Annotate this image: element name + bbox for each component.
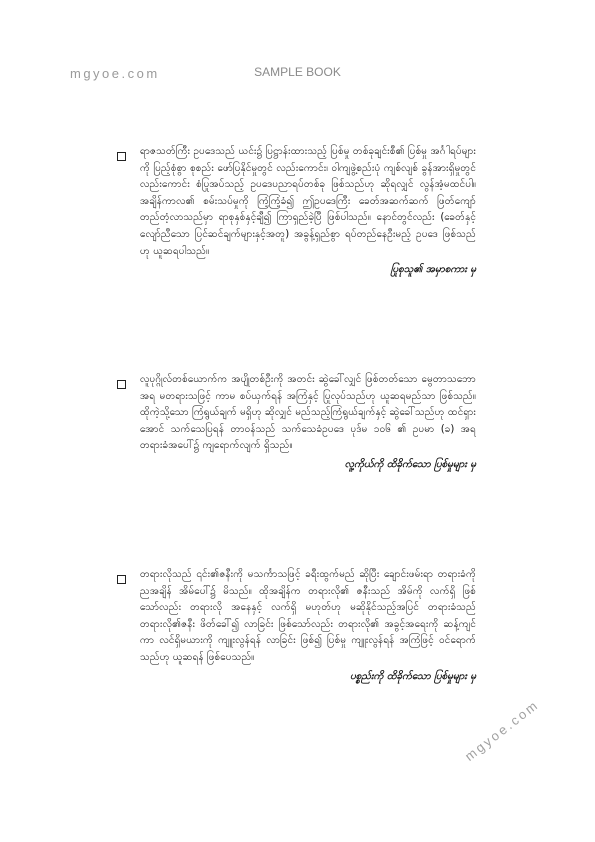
watermark-top: mgyoe.com bbox=[70, 66, 160, 81]
page-header-label: SAMPLE BOOK bbox=[254, 65, 341, 79]
quote-text: တရားလိုသည် ၎င်း၏ဇနီးကို မသင်္ကာသဖြင့် ခရီးထွက်မည် ဆိုပြီး ချောင်းဖမ်းရာ တရားခံကို ညအချိန် အိမ်ပေါ်၌ မိသည်။ ထိုအချိန်က တရားလို၏ ဇနီးသည် အိမ်ကို လက်ရှိ ဖြစ်သော်လည်း တရားလို အနေနှင့် လက်ရှိ မဟုတ်ဟု မဆိုနိုင်သည့်အပြင် တရားခံသည် တရားလို၏ဇနီး ဖိတ်ခေါ်၍ လာခြင်း ဖြစ်သော်လည်း တရားလို၏ အခွင့်အရေးကို ဆန့်ကျင်ကာ လင်ရှိမယားကို ကျူးလွန်ရန် လာခြင်း ဖြစ်၍ ပြစ်မှု ကျူးလွန်ရန် အကြံဖြင့် ဝင်ရောက်သည်ဟု ယူဆရန် ဖြစ်ပေသည်။ bbox=[140, 569, 476, 663]
quote-source: ပစ္စည်းကို ထိခိုက်သော ပြစ်မှုများ မှ bbox=[349, 670, 476, 682]
checkbox-bullet-icon bbox=[117, 575, 126, 584]
quote-text: ရာဇသတ်ကြီး ဥပဒေသည် ယင်း၌ ပြဋ္ဌာန်းထားသည့် ပြစ်မှု တစ်ခုချင်းစီ၏ ပြစ်မှု အင်္ဂါရပ်များကို ပြည့်စုံစွာ စုစည်း ဖော်ပြနိုင်မှုတွင် လည်းကောင်း၊ ဝါကျဖွဲ့စည်းပုံ ကျစ်လျစ် ခွန်အားရှိမှုတွင် လည်းကောင်း စံပြုအပ်သည့် ဥပဒေပညာရပ်တစ်ခု ဖြစ်သည်ဟု ဆိုရလျှင် လွန်အံ့မထင်ပါ။ အချိန်ကာလ၏ စမ်းသပ်မှုကို ကြံ့ကြံ့ခံ၍ ဤဥပဒေကြီး ခေတ်အဆက်ဆက် ဖြတ်ကျော် တည်တံ့လာသည်မှာ ရာစုနှစ်နှင့်ချီ၍ ကြာရှည်ခဲ့ပြီ ဖြစ်ပါသည်။ နောင်တွင်လည်း (ခေတ်နှင့် လျော်ညီသော ပြင်ဆင်ချက်များနှင့်အတူ) အခွန့်ရှည်စွာ ရပ်တည်နေဦးမည့် ဥပဒေ ဖြစ်သည်ဟု ယူဆရပါသည်။ bbox=[140, 146, 476, 257]
checkbox-bullet-icon bbox=[117, 380, 126, 389]
checkbox-bullet-icon bbox=[117, 152, 126, 161]
quote-source: ပြုစုသူ၏ အမှာစကား မှ bbox=[390, 264, 476, 276]
watermark-corner: mgyoe.com bbox=[462, 696, 542, 764]
quote-text: လူပုဂ္ဂိုလ်တစ်ယောက်က အပျိုတစ်ဦးကို အတင်း ဆွဲခေါ်လျှင် ဖြစ်တတ်သော မွေတာသဘောအရ မတရားသဖြင့် ကာမ စပ်ယှက်ရန် အကြံနှင့် ပြုလုပ်သည်ဟု ယူဆရမည်သာ ဖြစ်သည်။ ထိုကဲ့သို့သော ကြံရွယ်ချက် မရှိဟု ဆိုလျှင် မည်သည့်ကြံရွယ်ချက်နှင့် ဆွဲခေါ်သည်ဟု ထင်ရှားအောင် သက်သေပြရန် တာဝန်သည် သက်သေခံဥပဒေ ပုဒ်မ ၁၀၆ ၏ ဥပမာ (ခ) အရ တရားခံအပေါ်၌ ကျရောက်လျက် ရှိသည်။ bbox=[140, 374, 476, 452]
quote-source: လူ့ကိုယ်ကို ထိခိုက်သော ပြစ်မှုများ မှ bbox=[344, 458, 476, 470]
quote-entry bbox=[118, 567, 476, 685]
quote-entry bbox=[118, 144, 476, 278]
quote-entry bbox=[118, 372, 476, 473]
